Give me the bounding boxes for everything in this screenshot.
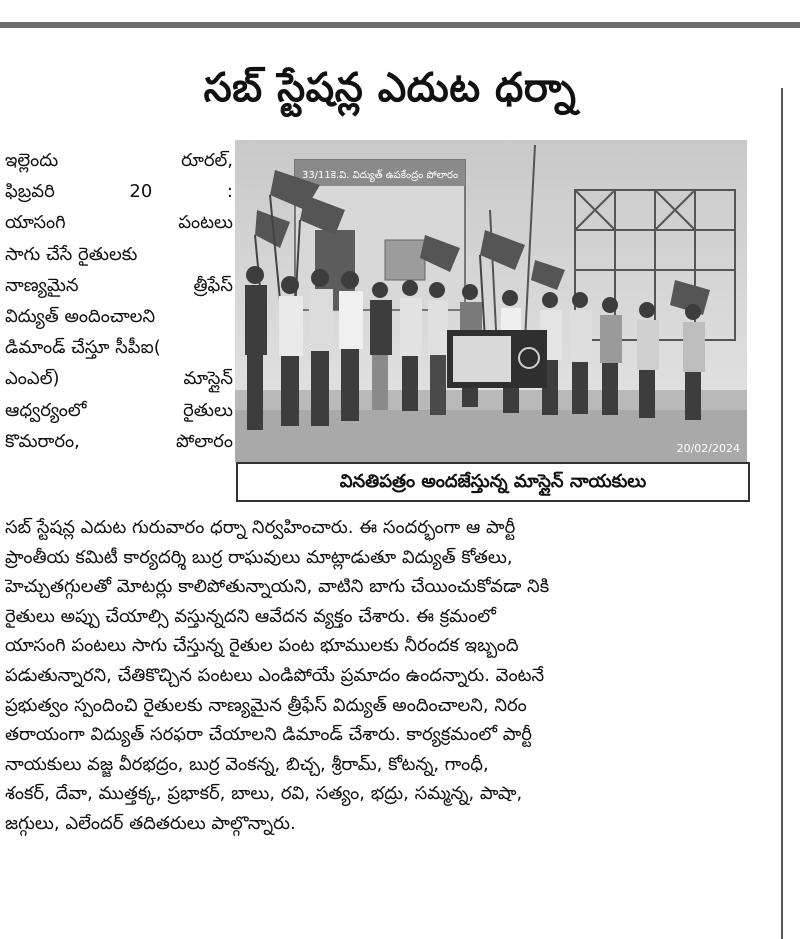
headline: సబ్ స్టేషన్ల ఎదుట ధర్నా — [203, 65, 577, 111]
lead-line: ఎంఎల్) మాస్లైన్ — [5, 368, 233, 390]
body-line: జగ్గులు, ఎలేందర్ తదితరులు పాల్గొన్నారు. — [5, 812, 296, 834]
photo-date-stamp: 20/02/2024 — [676, 442, 740, 455]
body-line: నాయకులు వజ్జ వీరభద్రం, బుర్ర వెంకన్న, బిచ్చ, శ్రీరామ్, కోటన్న, గాంధీ, — [5, 753, 489, 775]
lead-line: ఫిబ్రవరి 20 : — [5, 181, 233, 203]
lead-line: విద్యుత్ అందించాలని — [5, 305, 156, 327]
body-line: శంకర్, దేవా, ముత్తక్క, ప్రభాకర్, బాలు, రవి, సత్యం, భద్రు, సమ్మన్న, పాషా, — [5, 783, 523, 805]
body-line: ప్రాంతీయ కమిటీ కార్యదర్శి బుర్ర రాఘవులు మాట్లాడుతూ విద్యుత్ కోతలు, — [5, 546, 513, 568]
body-line: రైతులు అప్పు చేయాల్సి వస్తున్నదని ఆవేదన వ్యక్తం చేశారు. ఈ క్రమంలో — [5, 605, 496, 627]
body-line: హెచ్చుతగ్గులతో మోటర్లు కాలిపోతున్నాయని, వాటిని బాగు చేయించుకోవడా నికి — [5, 576, 550, 598]
body-line: ప్రభుత్వం స్పందించి రైతులకు నాణ్యమైన త్రీఫేస్ విద్యుత్ అందించాలని, నిరం — [5, 694, 527, 716]
lead-line: యాసంగి పంటలు — [5, 212, 233, 234]
lead-line: నాణ్యమైన త్రీఫేస్ — [5, 274, 233, 296]
lead-line: కొమరారం, పోలారం — [5, 430, 233, 452]
body-line: పడుతున్నారని, చేతికొచ్చిన పంటలు ఎండిపోయే ప్రమాదం ఉందన్నారు. వెంటనే — [5, 664, 545, 686]
lead-line: ఆధ్వర్యంలో రైతులు — [5, 399, 233, 421]
lead-line: ఇల్లెందు రూరల్, — [5, 150, 233, 171]
body-line: సబ్ స్టేషన్ల ఎదుట గురువారం ధర్నా నిర్వహించారు. ఈ సందర్భంగా ఆ పార్టీ — [5, 517, 516, 538]
column-rule — [781, 88, 783, 939]
body-line: యాసంగి పంటలు సాగు చేస్తున్న రైతుల పంట భూములకు నీరందక ఇబ్బంది — [5, 635, 519, 657]
news-photo — [235, 140, 747, 462]
lead-column — [5, 145, 233, 457]
top-rule — [0, 22, 800, 28]
lead-line: సాగు చేసే రైతులకు — [5, 243, 138, 265]
article-body — [5, 513, 775, 839]
lead-line: డిమాండ్ చేస్తూ సీపీఐ( — [5, 337, 161, 359]
body-line: తరాయంగా విద్యుత్ సరఫరా చేయాలని డిమాండ్ చేశారు. కార్యక్రమంలో పార్టీ — [5, 724, 532, 746]
building-sign: 33/11కె.వి. విద్యుత్ ఉపకేంద్రం పోలారం — [301, 170, 459, 181]
photo-caption: వినతిపత్రం అందజేస్తున్న మాస్లైన్ నాయకులు — [236, 462, 750, 502]
